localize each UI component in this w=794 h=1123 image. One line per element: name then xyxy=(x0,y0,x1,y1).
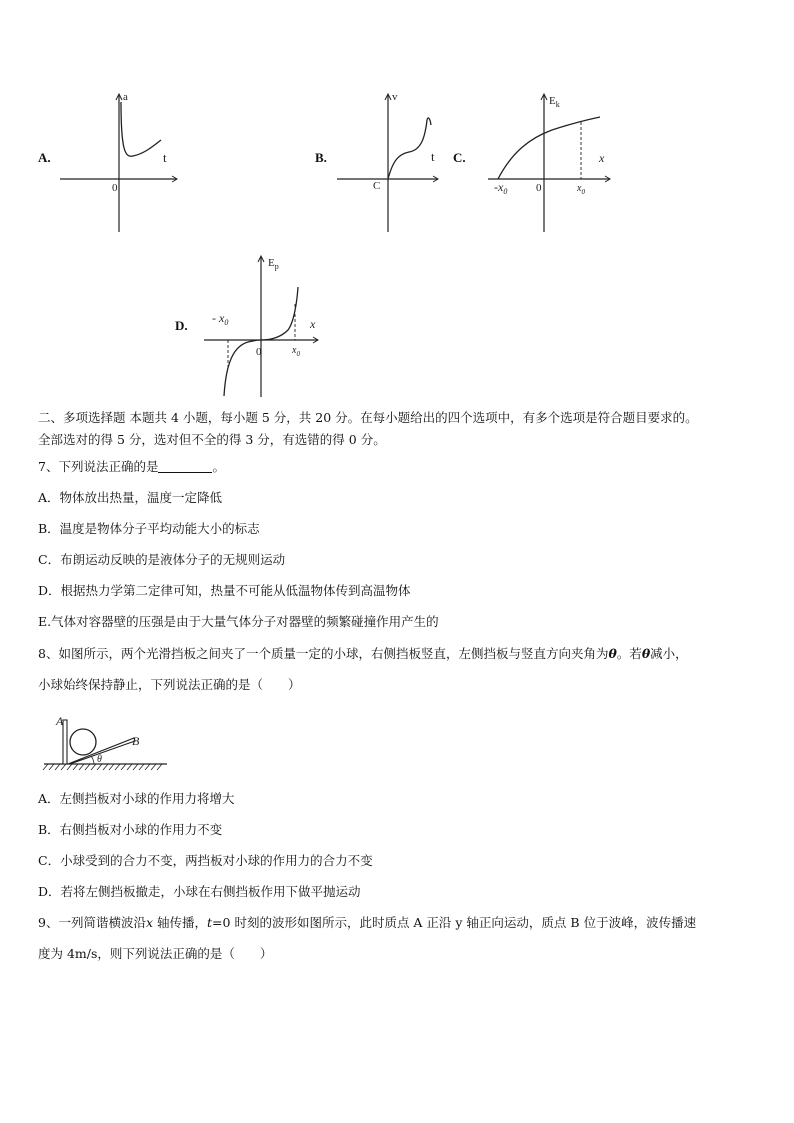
graph-b-axis-v: v xyxy=(392,91,398,103)
q7-option-b: B．温度是物体分子平均动能大小的标志 xyxy=(38,521,260,536)
graph-b xyxy=(335,90,445,235)
q8-theta-2: θ xyxy=(641,646,651,661)
graph-a-origin: 0 xyxy=(112,182,118,194)
q9-stem-line2: 度为 4m/s，则下列说法正确的是（ ） xyxy=(38,946,273,961)
graph-d-neg-x0: - $x_0$ xyxy=(212,311,229,327)
graph-a-axis-v: a xyxy=(123,91,128,103)
q7-answer-blank xyxy=(158,460,212,473)
q8-figure-label-b: B xyxy=(132,734,140,748)
q7-option-d: D．根据热力学第二定律可知，热量不可能从低温物体传到高温物体 xyxy=(38,583,411,598)
q7-option-c: C．布朗运动反映的是液体分子的无规则运动 xyxy=(38,552,286,567)
q8-stem-line2: 小球始终保持静止，下列说法正确的是（ ） xyxy=(38,677,301,692)
q8-theta: θ xyxy=(608,646,617,661)
q7-stem xyxy=(38,458,764,476)
section2-header-line1: 二、多项选择题 本题共 4 小题，每小题 5 分，共 20 分。在每小题给出的四个选项中，有多个选项是符合题目要求的。 xyxy=(38,410,698,425)
q8-stem-part1: 8、如图所示，两个光滑挡板之间夹了一个质量一定的小球，右侧挡板竖直，左侧挡板与竖直方向夹角为 xyxy=(38,646,609,661)
graph-d xyxy=(200,252,330,400)
graph-a-axis-t: t xyxy=(163,150,167,165)
q7-option-a: A．物体放出热量，温度一定降低 xyxy=(38,490,223,505)
q8-figure-label-theta: θ xyxy=(97,754,102,765)
q9-stem-line1 xyxy=(38,914,764,932)
graph-c-axis-x: x xyxy=(599,151,605,165)
section2-header-line2: 全部选对的得 5 分，选对但不全的得 3 分，有选错的得 0 分。 xyxy=(38,432,386,447)
graph-c-axis-y: $E_k$ xyxy=(549,95,560,109)
q8-option-b: B．右侧挡板对小球的作用力不变 xyxy=(38,822,223,837)
graph-a xyxy=(55,90,185,235)
graph-d-axis-y: $E_p$ xyxy=(268,257,279,271)
q8-stem-line1 xyxy=(38,645,764,663)
graph-c-neg-x0: $-x_0$ xyxy=(494,180,508,196)
option-c-label: C. xyxy=(453,150,466,165)
q9-stem-part3: =0 时刻的波形如图所示，此时质点 A 正沿 y 轴正向运动，质点 B 位于波峰，波传播速 xyxy=(212,915,697,930)
q8-figure xyxy=(42,712,172,774)
q7-stem-text: 7、下列说法正确的是 xyxy=(38,459,159,474)
q9-t: t xyxy=(207,915,213,930)
graph-d-origin: 0 xyxy=(256,346,262,358)
q8-stem-part2: 。若 xyxy=(616,646,642,661)
q8-option-a: A．左侧挡板对小球的作用力将增大 xyxy=(38,791,235,806)
option-a-label: A. xyxy=(38,150,51,165)
graph-c-origin: 0 xyxy=(536,182,542,194)
graph-b-origin: C xyxy=(373,180,381,192)
graph-c-x0: $x_0$ xyxy=(577,183,585,196)
graph-b-axis-t: t xyxy=(431,149,435,164)
q8-option-d: D．若将左侧挡板撤走，小球在右侧挡板作用下做平抛运动 xyxy=(38,884,361,899)
q9-stem-part1: 9、一列简谐横波沿 xyxy=(38,915,146,930)
option-d-label: D. xyxy=(175,318,188,333)
q7-option-e: E.气体对容器壁的压强是由于大量气体分子对器壁的频繁碰撞作用产生的 xyxy=(38,614,439,629)
graph-d-axis-x: x xyxy=(310,317,316,331)
graph-c xyxy=(478,90,618,235)
graph-d-x0: $x_0$ xyxy=(292,345,300,358)
q7-stem-end: 。 xyxy=(212,459,225,474)
q9-x: x xyxy=(145,915,154,930)
option-b-label: B. xyxy=(315,150,327,165)
q8-option-c: C．小球受到的合力不变，两挡板对小球的作用力的合力不变 xyxy=(38,853,373,868)
q8-figure-label-a: A xyxy=(56,714,64,728)
q8-stem-part3: 减小， xyxy=(650,646,688,661)
q9-stem-part2: 轴传播， xyxy=(153,915,208,930)
